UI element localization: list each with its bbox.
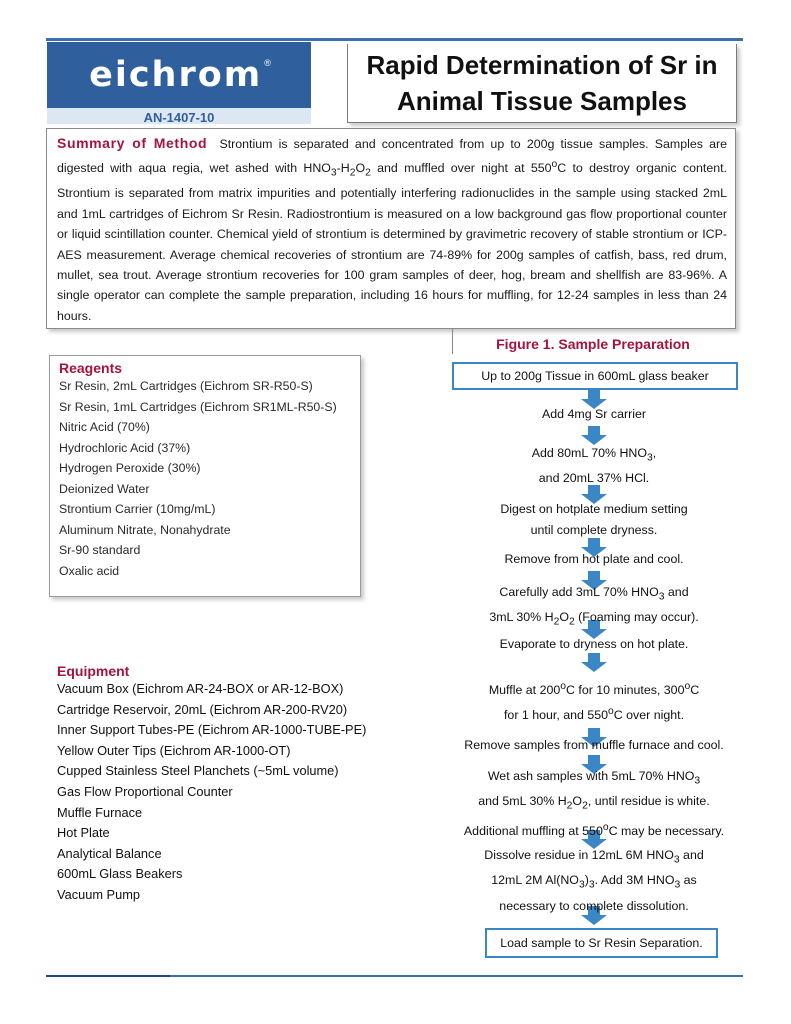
flow-step: Remove samples from muffle furnace and cool. — [464, 738, 724, 752]
flow-start-box: Up to 200g Tissue in 600mL glass beaker — [452, 362, 738, 390]
logo-text: eichrom — [89, 55, 263, 95]
reagents-list — [59, 376, 360, 581]
flow-step: Add 80mL 70% $HNO_3$, and 20mL 37% HCl. — [531, 446, 657, 486]
app-note-number: AN-1407-10 — [143, 110, 215, 125]
equipment-item: Inner Support Tubes-PE (Eichrom AR-1000-TUBE-PE) — [57, 722, 367, 738]
equipment-item: Cartridge Reservoir, 20mL (Eichrom AR-200-RV20) — [57, 701, 348, 717]
equipment-item: Hot Plate — [57, 825, 110, 841]
equipment-item: Vacuum Box (Eichrom AR-24-BOX or AR-12-BOX) — [57, 681, 344, 696]
equipment-item: Muffle Furnace — [57, 804, 143, 820]
equipment-item: 600mL Glass Beakers — [57, 866, 183, 882]
page-title — [352, 47, 732, 119]
summary-paragraph — [57, 133, 727, 326]
title-line-1: Rapid Determination of Sr in — [366, 50, 718, 80]
flow-step: Dissolve residue in 12mL 6M $HNO_3$ and 12mL 2M $Al(NO_3)_3$. Add 3M $HNO_3$ as necessary to complete dissolution. — [484, 848, 704, 913]
flow-step: Remove from hot plate and cool. — [504, 552, 684, 566]
equipment-heading: Equipment — [57, 663, 130, 679]
reagent-item: Hydrochloric Acid (37%) — [59, 440, 191, 455]
reagent-item: Sr Resin, 1mL Cartridges (Eichrom SR1ML-R50-S) — [59, 399, 337, 414]
flow-step: Muffle at 200$^o$C for 10 minutes, 300$^o$C for 1 hour, and 550$^o$C over night. — [488, 681, 700, 723]
reagent-item: Hydrogen Peroxide (30%) — [59, 461, 201, 475]
reagent-item: Aluminum Nitrate, Nonahydrate — [59, 522, 231, 537]
footer-rule-accent — [46, 975, 170, 977]
flow-step: Digest on hotplate medium setting until complete dryness. — [500, 502, 688, 537]
flow-step: Carefully add 3mL 70% $HNO_3$ and 3mL 30% $H_2O_2$ (Foaming may occur). — [489, 585, 699, 628]
equipment-item: Analytical Balance — [57, 845, 162, 861]
reagent-item: Nitric Acid (70%) — [59, 420, 150, 434]
equipment-item: Gas Flow Proportional Counter — [57, 783, 233, 799]
reagent-item: Strontium Carrier (10mg/mL) — [59, 502, 216, 516]
eichrom-logo — [47, 42, 311, 108]
flow-step: Add 4mg Sr carrier — [542, 407, 646, 421]
equipment-item: Vacuum Pump — [57, 886, 140, 902]
title-box — [347, 44, 737, 123]
equipment-section — [57, 663, 397, 906]
reagent-item: Deionized Water — [59, 481, 150, 496]
reagents-box — [49, 355, 361, 597]
reagent-item: Sr-90 standard — [59, 543, 141, 557]
logo-mark: ® — [264, 58, 271, 68]
summary-body: Strontium is separated and concentrated from up to 200g tissue samples. Samples are digested with aqua regia, wet ashed with $HNO_3-H_2O_2$ and muffled over night at 550$^o$C to destroy organic content. Strontium is separated from matrix impurities and potentially interfering radionuclides in the sample using stacked 2mL and 1mL cartridges of Eichrom Sr Resin. Radiostrontium is measured on a low background gas flow proportional counter or liquid scintillation counter. Chemical yield of strontium is determined by gravimetric recovery of stable strontium or ICP-AES measurement. Average chemical recoveries of strontium are 74-89% for 200g samples of catfish, bass, red drum, mullet, sea trout. Average strontium recoveries for 100 gram samples of deer, hog, bream and shellfish are 83-96%. A single operator can complete the sample preparation, including 16 hours for muffling, for 12-24 samples in less than 24 hours. — [57, 137, 728, 323]
reagent-item: Sr Resin, 2mL Cartridges (Eichrom SR-R50-S) — [59, 379, 313, 393]
reagents-heading: Reagents — [59, 360, 123, 376]
equipment-item: Yellow Outer Tips (Eichrom AR-1000-OT) — [57, 742, 291, 758]
flow-step: Evaporate to dryness on hot plate. — [499, 637, 689, 651]
flow-arrow-icon — [581, 653, 607, 672]
header-rule — [46, 38, 743, 41]
equipment-list — [57, 679, 397, 906]
figure-frame-top — [452, 328, 734, 329]
summary-heading: Summary of Method — [57, 135, 208, 151]
figure-title: Figure 1. Sample Preparation — [496, 336, 690, 352]
reagent-item: Oxalic acid — [59, 563, 120, 578]
flow-step: Wet ash samples with 5mL 70% $HNO_3$ and 5mL 30% $H_2O_2$, until residue is white. Additional muffling at 550$^o$C may be necessary. — [463, 769, 725, 839]
equipment-item: Cupped Stainless Steel Planchets (~5mL volume) — [57, 763, 339, 779]
summary-box — [46, 128, 736, 329]
title-line-2: Animal Tissue Samples — [397, 86, 687, 116]
flow-end-box: Load sample to Sr Resin Separation. — [485, 928, 718, 958]
